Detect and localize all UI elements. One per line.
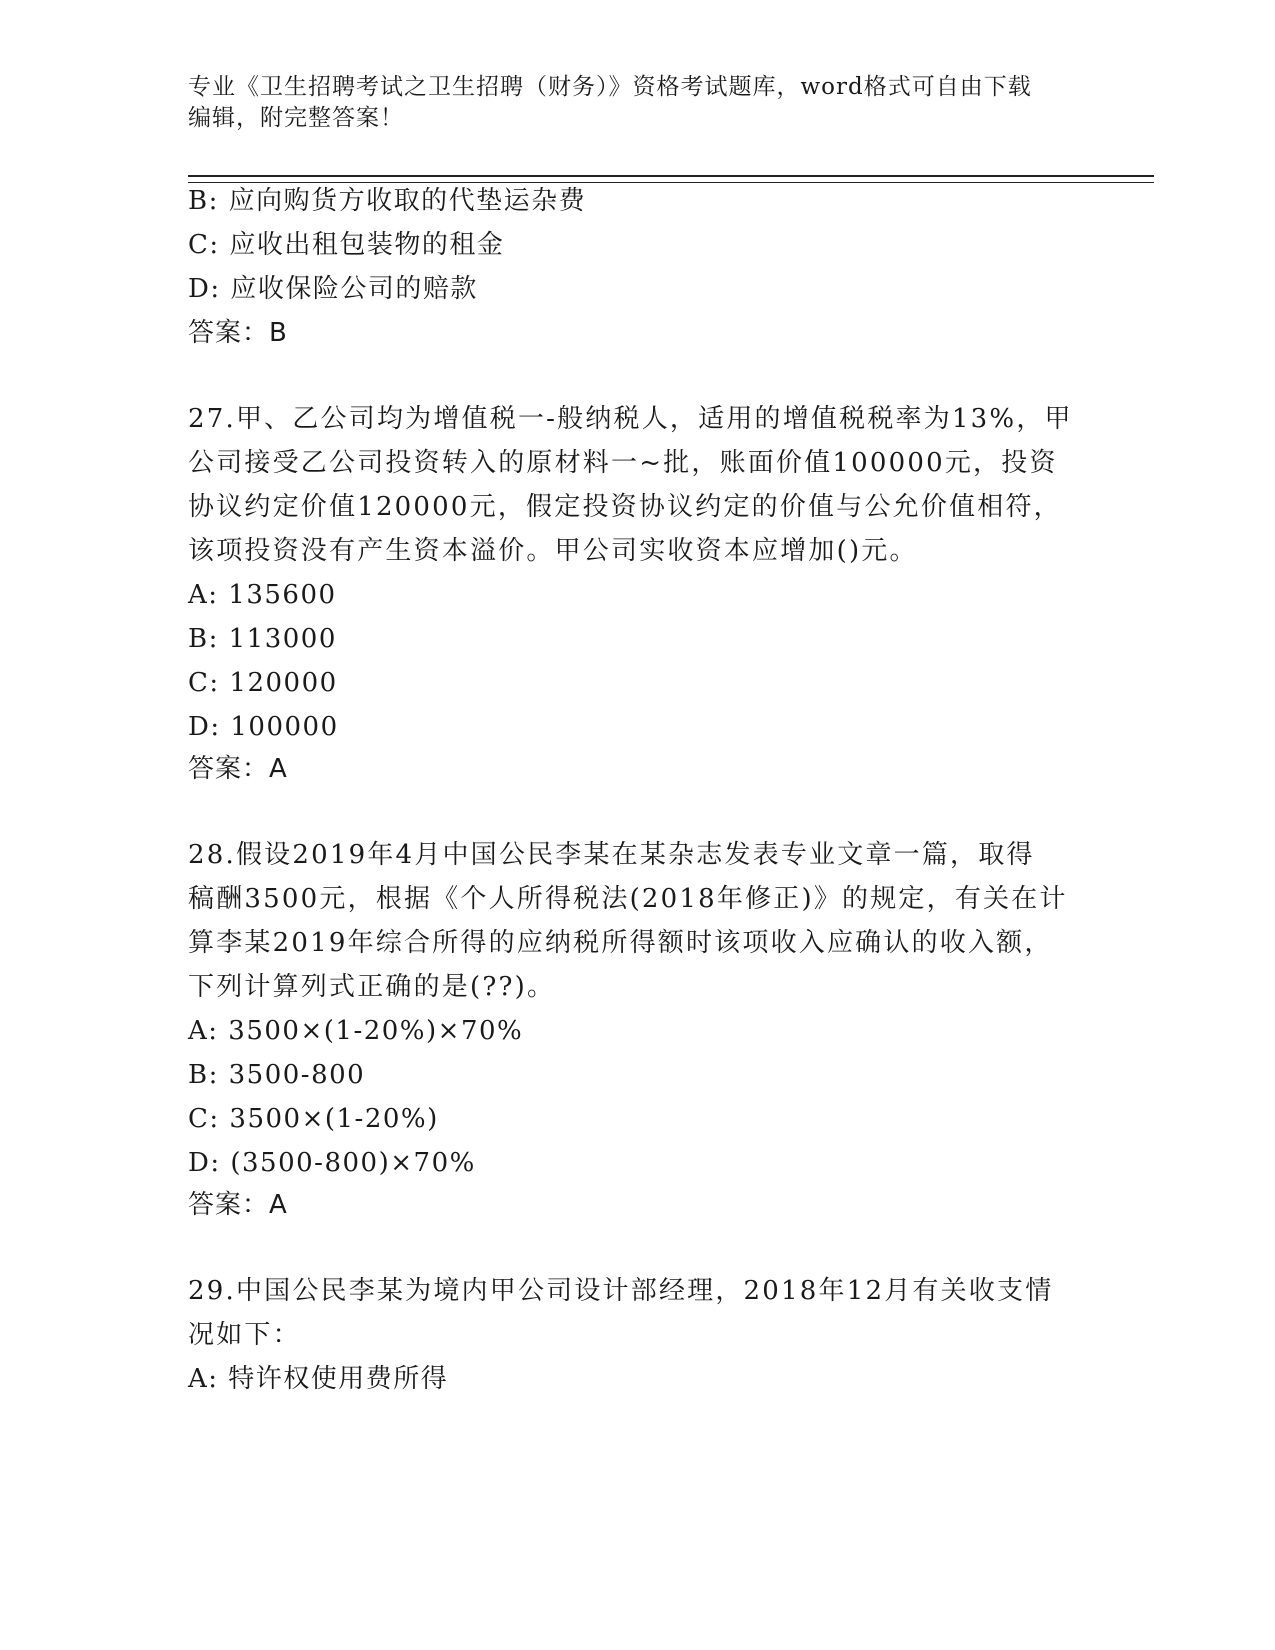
q27-stem-line-1: 27.甲、乙公司均为增值税一-般纳税人，适用的增值税税率为13%，甲 bbox=[188, 404, 1073, 434]
q28-answer: 答案：A bbox=[188, 1190, 288, 1220]
q28-option-a: A: 3500×(1-20%)×70% bbox=[188, 1016, 524, 1046]
q28-stem-line-2: 稿酬3500元，根据《个人所得税法(2018年修正)》的规定，有关在计 bbox=[188, 884, 1068, 914]
q26-option-d: D: 应收保险公司的赔款 bbox=[188, 274, 478, 304]
q28-option-d: D: (3500-800)×70% bbox=[188, 1148, 476, 1178]
q26-answer: 答案：B bbox=[188, 318, 288, 348]
q27-option-a: A: 135600 bbox=[188, 580, 337, 610]
document-header bbox=[188, 72, 1078, 134]
header-line-2: 编辑，附完整答案！ bbox=[188, 105, 404, 131]
header-line-1: 专业《卫生招聘考试之卫生招聘（财务）》资格考试题库，word格式可自由下载 bbox=[188, 74, 1032, 100]
q29-stem-line-2: 况如下： bbox=[188, 1320, 301, 1350]
q28-stem-line-4: 下列计算列式正确的是(??)。 bbox=[188, 972, 556, 1002]
q27-option-b: B: 113000 bbox=[188, 624, 337, 654]
q27-stem-line-4: 该项投资没有产生资本溢价。甲公司实收资本应增加()元。 bbox=[188, 536, 918, 566]
q28-stem-line-1: 28.假设2019年4月中国公民李某在某杂志发表专业文章一篇，取得 bbox=[188, 840, 1035, 870]
q29-stem-line-1: 29.中国公民李某为境内甲公司设计部经理，2018年12月有关收支情 bbox=[188, 1276, 1054, 1306]
q27-option-c: C: 120000 bbox=[188, 668, 338, 698]
q27-option-d: D: 100000 bbox=[188, 712, 339, 742]
q28-option-c: C: 3500×(1-20%) bbox=[188, 1104, 439, 1134]
q27-answer: 答案：A bbox=[188, 754, 288, 784]
q28-stem-line-3: 算李某2019年综合所得的应纳税所得额时该项收入应确认的收入额， bbox=[188, 928, 1053, 958]
header-divider-thin bbox=[188, 182, 1154, 183]
header-divider-thick bbox=[188, 175, 1154, 177]
q27-stem-line-2: 公司接受乙公司投资转入的原材料一~批，账面价值100000元，投资 bbox=[188, 448, 1058, 478]
q27-stem-line-3: 协议约定价值120000元，假定投资协议约定的价值与公允价值相符， bbox=[188, 492, 1062, 522]
q26-option-c: C: 应收出租包装物的租金 bbox=[188, 230, 505, 260]
q26-option-b: B: 应向购货方收取的代垫运杂费 bbox=[188, 186, 587, 216]
q29-option-a: A: 特许权使用费所得 bbox=[188, 1364, 449, 1394]
q28-option-b: B: 3500-800 bbox=[188, 1060, 366, 1090]
